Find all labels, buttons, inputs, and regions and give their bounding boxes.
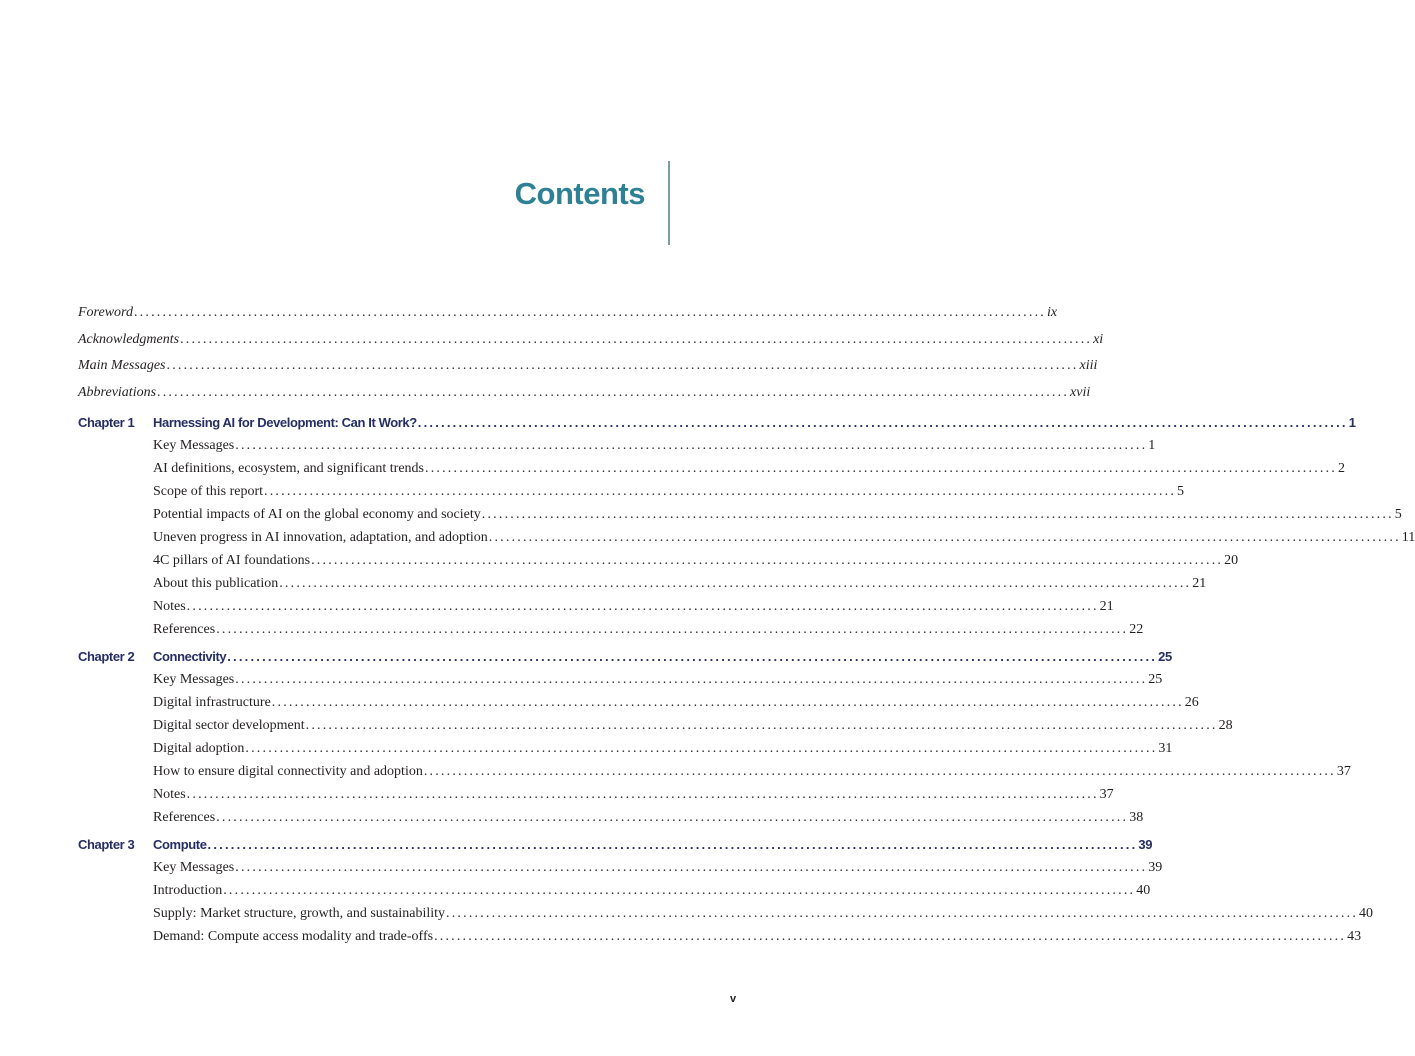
dot-leader: ................................................................................................................................................................ (264, 484, 1177, 499)
page-number: v (730, 993, 737, 1005)
toc-section[interactable] (78, 906, 1374, 929)
chapter-page: 39 (1138, 837, 1153, 852)
dot-leader: ................................................................................................................................................................ (186, 787, 1099, 802)
section-title: How to ensure digital connectivity and adoption (153, 764, 423, 779)
toc-section[interactable] (78, 695, 1199, 718)
entry-title: Foreword (78, 305, 133, 320)
dot-leader: ................................................................................................................................................................ (216, 810, 1129, 825)
section-page: 37 (1099, 787, 1114, 802)
toc-section[interactable] (78, 507, 1402, 530)
table-of-contents (78, 305, 1415, 952)
dot-leader: ................................................................................................................................................................ (186, 599, 1099, 614)
chapter-title: Connectivity (153, 649, 227, 664)
page-title: Contents (514, 176, 645, 211)
section-page: 26 (1184, 695, 1199, 710)
section-title: Supply: Market structure, growth, and sustainability (153, 906, 446, 921)
dot-leader: ................................................................................................................................................................ (227, 649, 1158, 664)
section-page: 37 (1336, 764, 1351, 779)
dot-leader: ................................................................................................................................................................ (216, 622, 1129, 637)
dot-leader: ................................................................................................................................................................ (311, 553, 1224, 568)
toc-section[interactable] (78, 672, 1163, 695)
dot-leader: ................................................................................................................................................................ (279, 576, 1192, 591)
toc-entry-main-messages[interactable] (78, 358, 1098, 385)
toc-section[interactable] (78, 576, 1207, 599)
toc-section[interactable] (78, 530, 1415, 553)
section-page: 40 (1136, 883, 1151, 898)
section-title: Uneven progress in AI innovation, adaptation, and adoption (153, 530, 488, 545)
section-page: 22 (1129, 622, 1144, 637)
section-title: Digital infrastructure (153, 695, 271, 710)
section-page: 1 (1148, 438, 1156, 453)
section-title: Digital sector development (153, 718, 305, 733)
dot-leader: ................................................................................................................................................................ (423, 764, 1336, 779)
section-title: Potential impacts of AI on the global economy and society (153, 507, 481, 522)
dot-leader: ................................................................................................................................................................ (166, 358, 1079, 373)
dot-leader: ................................................................................................................................................................ (425, 461, 1337, 476)
section-title: Digital adoption (153, 741, 245, 756)
section-title: 4C pillars of AI foundations (153, 553, 311, 568)
dot-leader: ................................................................................................................................................................ (271, 695, 1184, 710)
entry-page: xvii (1070, 384, 1091, 400)
section-page: 11 (1401, 530, 1415, 545)
dot-leader: ................................................................................................................................................................ (157, 384, 1070, 400)
chapter-label: Chapter 3 (78, 837, 135, 852)
chapter-page: 1 (1348, 415, 1356, 430)
section-page: 40 (1359, 906, 1374, 921)
toc-chapter-2[interactable] (78, 649, 1172, 672)
entry-title: Main Messages (78, 358, 166, 373)
chapter-label: Chapter 2 (78, 649, 135, 664)
section-page: 21 (1099, 599, 1114, 614)
dot-leader: ................................................................................................................................................................ (235, 860, 1148, 875)
toc-section[interactable] (78, 484, 1185, 507)
section-page: 20 (1224, 553, 1239, 568)
chapter-label: Chapter 1 (78, 415, 135, 430)
dot-leader: ................................................................................................................................................................ (481, 507, 1394, 522)
dot-leader: ................................................................................................................................................................ (133, 305, 1046, 320)
section-title: Key Messages (153, 672, 235, 687)
entry-page: xi (1093, 331, 1104, 347)
toc-section[interactable] (78, 718, 1233, 741)
section-title: Notes (153, 787, 186, 802)
section-page: 28 (1218, 718, 1233, 733)
section-title: AI definitions, ecosystem, and significant trends (153, 461, 424, 476)
toc-section[interactable] (78, 883, 1151, 906)
toc-section[interactable] (78, 461, 1345, 484)
toc-chapter-3[interactable] (78, 837, 1153, 860)
section-title: References (153, 622, 216, 637)
entry-title: Acknowledgments (78, 331, 180, 347)
dot-leader: ................................................................................................................................................................ (223, 883, 1136, 898)
chapter-title: Harnessing AI for Development: Can It Work? (153, 415, 417, 430)
section-title: Key Messages (153, 860, 235, 875)
section-page: 21 (1192, 576, 1207, 591)
toc-section[interactable] (78, 599, 1114, 622)
toc-section[interactable] (78, 787, 1114, 810)
dot-leader: ................................................................................................................................................................ (434, 929, 1347, 944)
toc-entry-abbreviations[interactable] (78, 384, 1091, 412)
chapter-page: 25 (1158, 649, 1172, 664)
dot-leader: ................................................................................................................................................................ (180, 331, 1093, 347)
section-page: 43 (1347, 929, 1362, 944)
section-page: 39 (1148, 860, 1163, 875)
toc-entry-foreword[interactable] (78, 305, 1058, 332)
dot-leader: ................................................................................................................................................................ (305, 718, 1218, 733)
section-title: Scope of this report (153, 484, 264, 499)
toc-section[interactable] (78, 860, 1163, 883)
toc-section[interactable] (78, 929, 1362, 952)
toc-chapter-1[interactable] (78, 415, 1356, 438)
entry-title: Abbreviations (78, 384, 157, 400)
entry-page: ix (1046, 305, 1058, 320)
section-page: 38 (1129, 810, 1144, 825)
section-title: Introduction (153, 883, 223, 898)
chapter-title: Compute (153, 837, 207, 852)
section-page: 2 (1338, 461, 1345, 476)
dot-leader: ................................................................................................................................................................ (488, 530, 1401, 545)
toc-section[interactable] (78, 622, 1144, 645)
dot-leader: ................................................................................................................................................................ (235, 438, 1148, 453)
section-page: 5 (1394, 507, 1402, 522)
section-page: 31 (1158, 741, 1173, 756)
section-title: References (153, 810, 216, 825)
toc-section[interactable] (78, 741, 1173, 764)
toc-section[interactable] (78, 810, 1144, 833)
section-title: Key Messages (153, 438, 235, 453)
section-page: 25 (1148, 672, 1163, 687)
toc-section[interactable] (78, 438, 1156, 461)
title-divider (668, 161, 670, 245)
dot-leader: ................................................................................................................................................................ (235, 672, 1148, 687)
dot-leader: ................................................................................................................................................................ (207, 837, 1138, 852)
entry-page: xiii (1079, 358, 1098, 373)
toc-entry-acknowledgments[interactable] (78, 331, 1104, 359)
section-title: Demand: Compute access modality and trade-offs (153, 929, 434, 944)
dot-leader: ................................................................................................................................................................ (417, 415, 1348, 430)
toc-section[interactable] (78, 553, 1239, 576)
dot-leader: ................................................................................................................................................................ (245, 741, 1158, 756)
dot-leader: ................................................................................................................................................................ (446, 906, 1359, 921)
section-page: 5 (1177, 484, 1185, 499)
toc-section[interactable] (78, 764, 1351, 787)
section-title: Notes (153, 599, 186, 614)
section-title: About this publication (153, 576, 279, 591)
